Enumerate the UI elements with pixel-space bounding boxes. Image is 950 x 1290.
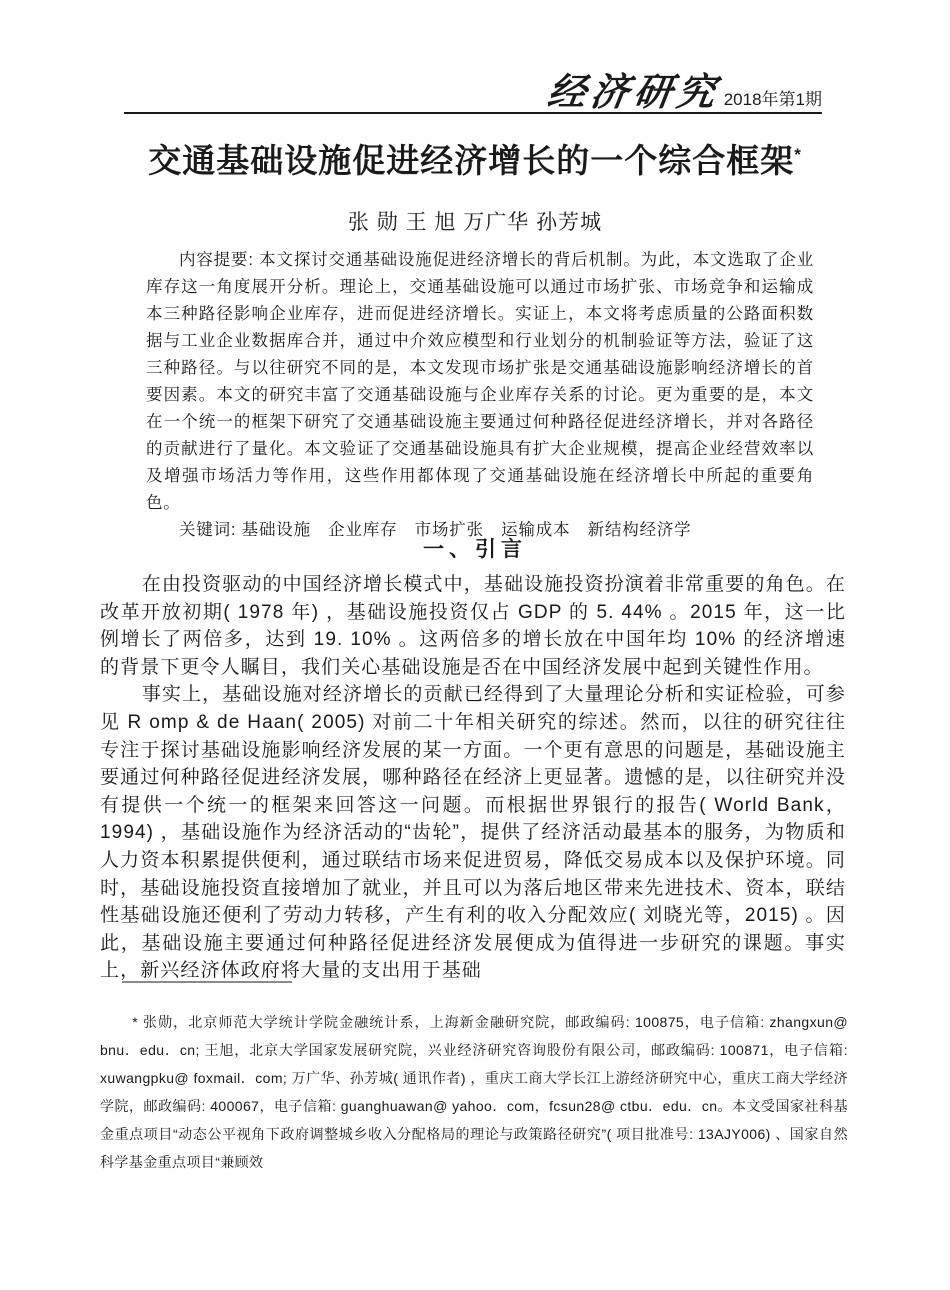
article-title-text: 交通基础设施促进经济增长的一个综合框架 [148, 142, 795, 179]
footnote-text: 张勋，北京师范大学统计学院金融统计系，上海新金融研究院，邮政编码: 100875，电子信箱: zhangxun@ bnu．edu．cn; 王旭，北京大学国家发展研究院，兴业经济研究咨询股份有限公司，邮政编码: 100871，电子信箱: xuwangpku@ foxmail．com; 万广华、孙芳城( 通讯作者) ，重庆工商大学长江上游经济研究中心，重庆工商大学经济学院，邮政编码: 400067，电子信箱: guanghuawan@ yahoo．com，fcsun28@ ctbu．edu．cn。本文受国家社科基金重点项目“动态公平视角下政府调整城乡收入分配格局的理论与政策路径研究”( 项目批准号: 13AJY006) 、国家自然科学基金重点项目“兼顾效 [100, 1014, 848, 1170]
title-footnote-marker: * [794, 145, 802, 164]
footnote-block [100, 1008, 848, 1176]
abstract-label: 内容提要: [179, 251, 260, 269]
body-paragraph-2: 事实上，基础设施对经济增长的贡献已经得到了大量理论分析和实证检验，可参见 R omp & de Haan( 2005) 对前二十年相关研究的综述。然而，以往的研究往往专注于探讨基础设施影响经济发展的某一方面。一个更有意思的问题是，基础设施主要通过何种路径促进经济发展，哪种路径在经济上更显著。遗憾的是，以往研究并没有提供一个统一的框架来回答这一问题。而根据世界银行的报告( World Bank，1994) ，基础设施作为经济活动的“齿轮”，提供了经济活动最基本的服务，为物质和人力资本积累提供便利，通过联结市场来促进贸易，降低交易成本以及保护环境。同时，基础设施投资直接增加了就业，并且可以为落后地区带来先进技术、资本，联结性基础设施还便利了劳动力转移，产生有利的收入分配效应( 刘晓光等，2015) 。因此，基础设施主要通过何种路径促进经济发展便成为值得进一步研究的课题。事实上，新兴经济体政府将大量的支出用于基础 [100, 684, 846, 982]
body-paragraph-1: 在由投资驱动的中国经济增长模式中，基础设施投资扮演着非常重要的角色。在改革开放初期( 1978 年) ，基础设施投资仅占 GDP 的 5. 44% 。2015 年，这一比例增长了两倍多，达到 19. 10% 。这两倍多的增长放在中国年均 10% 的经济增速的背景下更令人瞩目，我们关心基础设施是否在中国经济发展中起到关键性作用。 [100, 574, 846, 678]
author-line: 张 勋 王 旭 万广华 孙芳城 [347, 211, 603, 234]
abstract-text: 本文探讨交通基础设施促进经济增长的背后机制。为此，本文选取了企业库存这一角度展开分析。理论上，交通基础设施可以通过市场扩张、市场竞争和运输成本三种路径影响企业库存，进而促进经济增长。实证上，本文将考虑质量的公路面积数据与工业企业数据库合并，通过中介效应模型和行业划分的机制验证等方法，验证了这三种路径。与以往研究不同的是，本文发现市场扩张是交通基础设施影响经济增长的首要因素。本文的研究丰富了交通基础设施与企业库存关系的讨论。更为重要的是，本文在一个统一的框架下研究了交通基础设施主要通过何种路径促进经济增长，并对各路径的贡献进行了量化。本文验证了交通基础设施具有扩大企业规模，提高企业经营效率以及增强市场活力等作用，这些作用都体现了交通基础设施在经济增长中所起的重要角色。 [146, 251, 814, 512]
keywords-label: 关键词: [179, 521, 242, 539]
journal-issue: 2018年第1期 [723, 90, 822, 109]
article-title [0, 135, 950, 182]
section-heading-introduction: 一、引言 [423, 538, 527, 561]
footnote-marker: * [132, 1014, 144, 1030]
footnote-paragraph [100, 1008, 848, 1176]
body-text [100, 571, 846, 985]
abstract-block [146, 247, 814, 544]
abstract-paragraph [146, 247, 814, 517]
keywords-list: 基础设施 企业库存 市场扩张 运输成本 新结构经济学 [241, 521, 692, 539]
journal-header [124, 66, 822, 114]
footnote-separator-rule [122, 981, 292, 983]
journal-logo: 经济研究 [544, 69, 723, 114]
